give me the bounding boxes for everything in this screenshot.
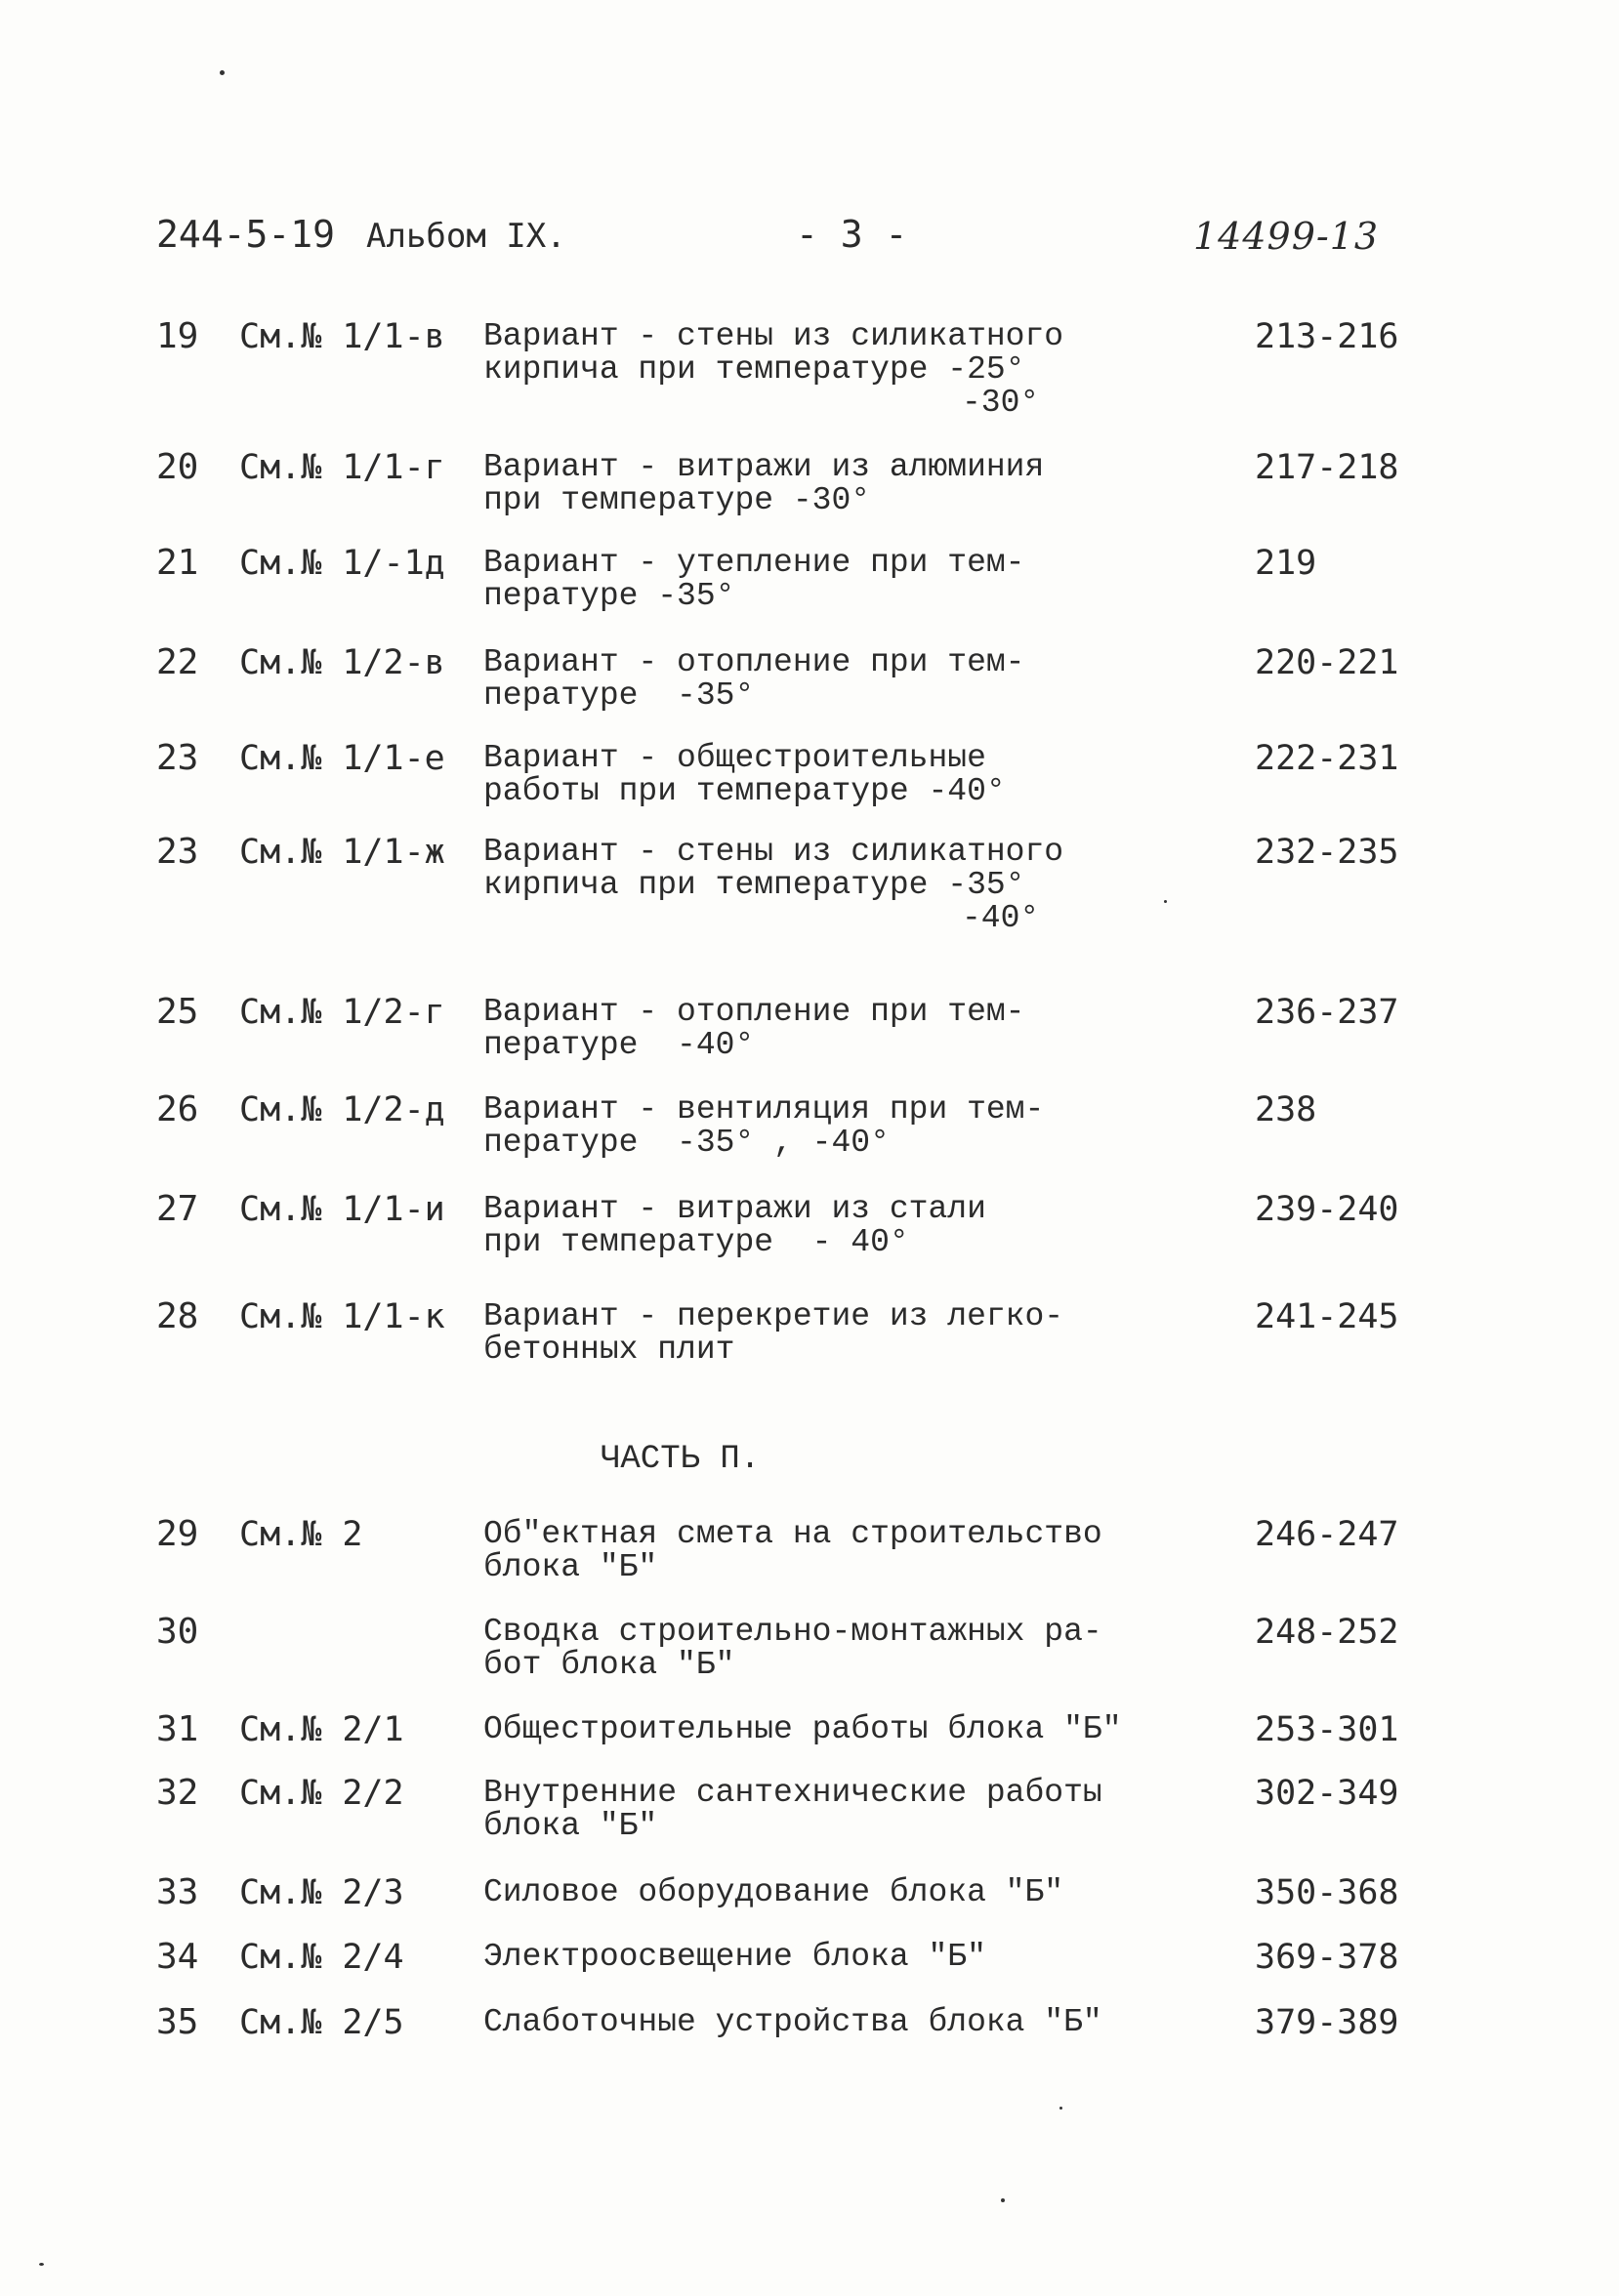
row-number: 21 [156,543,199,583]
description-extra: -40° [962,900,1040,936]
row-description [483,2006,1167,2039]
estimate-code: См.№ 1/1-г [239,448,445,487]
row-description [483,1616,1167,1682]
row-number: 23 [156,738,199,778]
page-range: 217-218 [1255,448,1399,487]
section-title: ЧАСТЬ П. [601,1441,761,1478]
row-number: 27 [156,1189,199,1229]
page-range: 253-301 [1255,1710,1399,1749]
album-label: Альбом IX. [366,217,566,256]
row-number: 23 [156,832,199,872]
description-line: работы при температуре -40° [483,773,1006,809]
row-description [483,451,1167,517]
page-range: 232-235 [1255,833,1399,872]
description-line: кирпича при температуре -35° [483,867,1025,903]
description-line: блока "Б" [483,1808,658,1844]
description-line: блока "Б" [483,1549,658,1585]
description-line: Слаботочные устройства блока "Б" [483,2004,1102,2040]
row-number: 30 [156,1612,199,1652]
estimate-code: См.№ 2/3 [239,1873,404,1912]
description-line: Вариант - отопление при тем- [483,994,1025,1030]
row-number: 35 [156,2002,199,2042]
estimate-code: См.№ 2/2 [239,1774,404,1813]
page-number: - 3 - [796,213,908,256]
description-line: пературе -40° [483,1027,755,1063]
estimate-code: См.№ 1/2-г [239,993,445,1032]
description-line: пературе -35° , -40° [483,1125,890,1161]
description-line: Электроосвещение блока "Б" [483,1939,986,1975]
row-number: 19 [156,316,199,356]
scan-speck [220,70,225,75]
scan-speck [39,2263,44,2266]
scan-speck [1001,2198,1005,2202]
row-description [483,836,1167,935]
row-number: 20 [156,447,199,487]
description-line: кирпича при температуре -25° [483,351,1025,388]
page-range: 238 [1255,1090,1317,1129]
page-range: 302-349 [1255,1774,1399,1813]
estimate-code: См.№ 2/5 [239,2003,404,2042]
estimate-code: См.№ 2/1 [239,1710,404,1749]
estimate-code: См.№ 1/2-в [239,643,445,682]
page-range: 213-216 [1255,317,1399,356]
description-line: бетонных плит [483,1332,735,1368]
description-line: при температуре -30° [483,482,871,518]
page-range: 222-231 [1255,739,1399,778]
estimate-code: См.№ 1/1-ж [239,833,445,872]
page-range: 248-252 [1255,1613,1399,1652]
estimate-code: См.№ 1/1-и [239,1190,445,1229]
row-description [483,1876,1167,1909]
estimate-code: См.№ 1/2-д [239,1090,445,1129]
row-description [483,1518,1167,1584]
row-description [483,1300,1167,1367]
page-range: 369-378 [1255,1938,1399,1977]
page-range: 220-221 [1255,643,1399,682]
page-range: 379-389 [1255,2003,1399,2042]
row-description [483,996,1167,1062]
description-line: пературе -35° [483,677,755,714]
scan-speck [1059,2107,1062,2110]
page-range: 350-368 [1255,1873,1399,1912]
row-description [483,1777,1167,1843]
row-number: 34 [156,1937,199,1977]
scan-speck [1164,900,1167,903]
row-number: 25 [156,992,199,1032]
row-description [483,1941,1167,1974]
description-line: Вариант - утепление при тем- [483,545,1025,581]
description-line: Вариант - витражи из стали [483,1191,986,1227]
description-line: Вариант - витражи из алюминия [483,449,1045,485]
row-description [483,1713,1167,1746]
row-description [483,742,1167,808]
page-range: 236-237 [1255,993,1399,1032]
row-number: 28 [156,1296,199,1336]
description-line: Общестроительные работы блока "Б" [483,1711,1122,1747]
row-number: 26 [156,1089,199,1129]
description-line: Вариант - стены из силикатного [483,834,1064,870]
description-line: при температуре - 40° [483,1224,909,1260]
estimate-code: См.№ 1/-1д [239,544,445,583]
document-number: 244-5-19 [156,213,336,256]
description-line: Вариант - вентиляция при тем- [483,1091,1045,1128]
description-line: Силовое оборудование блока "Б" [483,1874,1064,1910]
page-range: 219 [1255,544,1317,583]
estimate-code: См.№ 2/4 [239,1938,404,1977]
description-extra: -30° [962,385,1040,421]
estimate-code: См.№ 1/1-в [239,317,445,356]
row-description [483,1093,1167,1160]
handwritten-number: 14499-13 [1193,215,1380,258]
description-line: Вариант - стены из силикатного [483,318,1064,354]
page-header [0,213,1619,271]
row-description [483,1193,1167,1259]
page-range: 246-247 [1255,1515,1399,1554]
description-line: Внутренние сантехнические работы [483,1775,1102,1811]
row-number: 33 [156,1872,199,1912]
estimate-code: См.№ 1/1-к [239,1297,445,1336]
estimate-code: См.№ 2 [239,1515,363,1554]
row-number: 29 [156,1514,199,1554]
description-line: Вариант - перекретие из легко- [483,1298,1064,1334]
row-number: 31 [156,1709,199,1749]
description-line: Об"ектная смета на строительство [483,1516,1102,1552]
description-line: пературе -35° [483,578,735,614]
description-line: Вариант - общестроительные [483,740,986,776]
row-number: 22 [156,642,199,682]
description-line: бот блока "Б" [483,1647,735,1683]
row-description [483,646,1167,713]
description-line: Сводка строительно-монтажных ра- [483,1614,1102,1650]
row-description [483,547,1167,613]
row-number: 32 [156,1773,199,1813]
row-description [483,320,1167,420]
description-line: Вариант - отопление при тем- [483,644,1025,680]
page-range: 239-240 [1255,1190,1399,1229]
estimate-code: См.№ 1/1-е [239,739,445,778]
page-range: 241-245 [1255,1297,1399,1336]
